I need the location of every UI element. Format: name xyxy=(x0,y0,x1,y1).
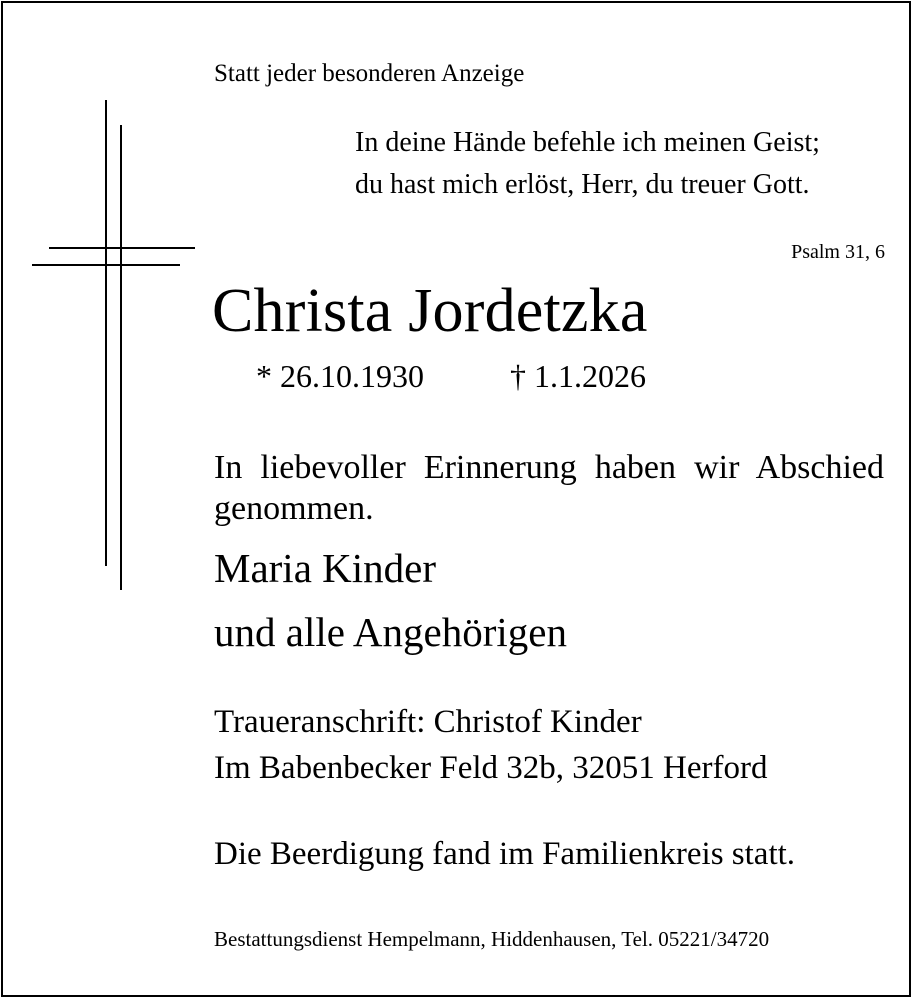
verse-line-2: du hast mich erlöst, Herr, du treuer Gott. xyxy=(355,169,810,200)
mourning-address-street: Im Babenbecker Feld 32b, 32051 Herford xyxy=(214,750,768,786)
mourner-relatives: und alle Angehörigen xyxy=(214,609,567,655)
cross-vertical-left xyxy=(105,100,107,566)
death-date: † 1.1.2026 xyxy=(510,358,646,394)
verse-line-1: In deine Hände befehle ich meinen Geist; xyxy=(355,127,820,158)
deceased-name: Christa Jordetzka xyxy=(212,277,648,345)
cross-vertical-right xyxy=(120,125,122,590)
remembrance-text: In liebevoller Erinnerung haben wir Abschied genommen. xyxy=(214,449,884,527)
intro-line: Statt jeder besonderen Anzeige xyxy=(214,60,525,87)
undertaker-credit: Bestattungsdienst Hempelmann, Hiddenhausen, Tel. 05221/34720 xyxy=(214,927,770,951)
birth-date: * 26.10.1930 xyxy=(256,358,424,394)
verse-reference: Psalm 31, 6 xyxy=(791,241,885,263)
mourning-address-contact: Traueranschrift: Christof Kinder xyxy=(214,704,642,740)
mourner-name: Maria Kinder xyxy=(214,545,436,591)
cross-horizontal-top xyxy=(49,247,195,249)
funeral-note: Die Beerdigung fand im Familienkreis statt. xyxy=(214,836,796,872)
cross-horizontal-bottom xyxy=(32,264,180,266)
